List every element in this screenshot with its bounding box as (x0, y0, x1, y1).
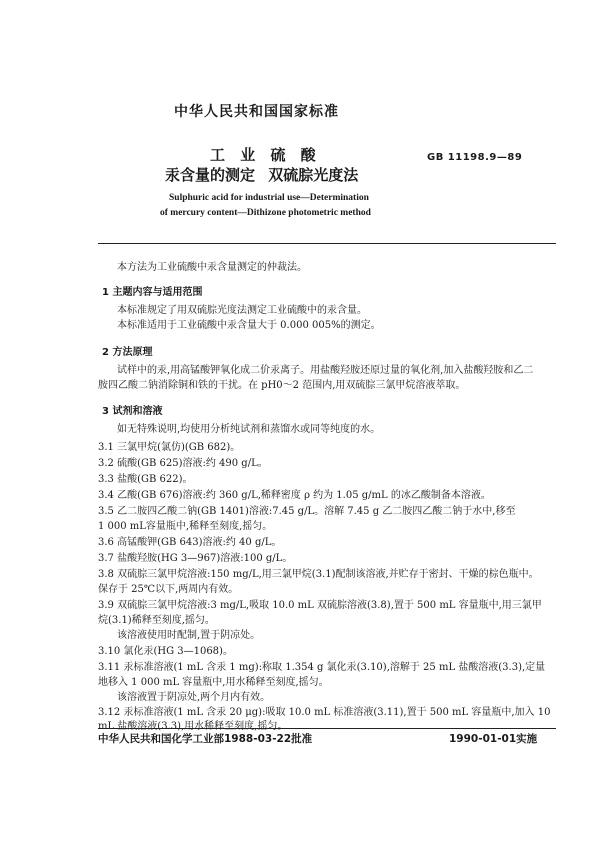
clause-3-5-line1: 3.5 乙二胺四乙酸二钠(GB 1401)溶液:7.45 g/L。溶解 7.45 g 乙二胺四乙酸二钠于水中,移至 (98, 506, 516, 517)
clause-3-9-line1: 3.9 双硫腙三氯甲烷溶液:3 mg/L,吸取 10.0 mL 双硫腙溶液(3.8),置于 500 mL 容量瓶中,用三氯甲 (98, 600, 542, 611)
section-1-paragraph-1: 本标准规定了用双硫腙光度法测定工业硫酸中的汞含量。 (117, 305, 367, 316)
clause-3-8-line1: 3.8 双硫腙三氯甲烷溶液:150 mg/L,用三氯甲烷(3.1)配制该溶液,并贮存于密封、干燥的棕色瓶中。 (98, 569, 539, 580)
section-3-intro: 如无特殊说明,均使用分析纯试剂和蒸馏水或同等纯度的水。 (117, 424, 381, 435)
clause-3-7: 3.7 盐酸羟胺(HG 3—967)溶液:100 g/L。 (98, 553, 293, 564)
standard-title-en-line2: of mercury content—Dithizone photometric method (160, 208, 371, 218)
clause-3-12-line1: 3.12 汞标准溶液(1 mL 含汞 20 μg):吸取 10.0 mL 标准溶液(3.11),置于 500 mL 容量瓶中,加入 10 (98, 707, 551, 718)
approval-statement: 中华人民共和国化学工业部1988-03-22批准 (98, 733, 313, 745)
section-2-paragraph-line1: 试样中的汞,用高锰酸钾氧化成二价汞离子。用盐酸羟胺还原过量的氧化剂,加入盐酸羟胺和乙二 (117, 365, 534, 376)
clause-3-1: 3.1 三氯甲烷(氯仿)(GB 682)。 (98, 442, 241, 453)
clause-3-6: 3.6 高锰酸钾(GB 643)溶液:约 40 g/L。 (98, 537, 282, 548)
standard-number: GB 11198.9—89 (427, 152, 523, 163)
clause-3-10: 3.10 氯化汞(HG 3—1068)。 (98, 646, 233, 657)
standard-title-cn-line1: 工 业 硫 酸 (210, 146, 317, 164)
clause-3-3: 3.3 盐酸(GB 622)。 (98, 474, 193, 485)
clause-3-8-line2: 保存于 25℃以下,两周内有效。 (98, 584, 239, 595)
section-2-paragraph-line2: 胺四乙酸二钠消除铜和铁的干扰。在 pH0～2 范围内,用双硫腙三氯甲烷溶液萃取。 (98, 380, 466, 391)
clause-3-11-note: 该溶液置于阴凉处,两个月内有效。 (117, 692, 271, 703)
implementation-date: 1990-01-01实施 (449, 733, 538, 745)
national-standard-title: 中华人民共和国国家标准 (174, 104, 339, 120)
clause-3-11-line1: 3.11 汞标准溶液(1 mL 含汞 1 mg):称取 1.354 g 氯化汞(3.10),溶解于 25 mL 盐酸溶液(3.3),定量 (98, 662, 546, 673)
header-divider (98, 243, 556, 244)
intro-paragraph: 本方法为工业硫酸中汞含量测定的仲裁法。 (117, 262, 307, 273)
standard-title-cn-line2: 汞含量的测定 双硫腙光度法 (165, 166, 359, 184)
clause-3-11-line2: 地移入 1 000 mL 容量瓶中,用水稀释至刻度,摇匀。 (98, 677, 329, 688)
standard-title-en-line1: Sulphuric acid for industrial use—Determination (169, 193, 369, 203)
section-2-heading: 2 方法原理 (102, 347, 153, 358)
clause-3-2: 3.2 硫酸(GB 625)溶液:约 490 g/L。 (98, 458, 268, 469)
section-1-heading: 1 主题内容与适用范围 (102, 287, 203, 298)
clause-3-9-line2: 烷(3.1)稀释至刻度,摇匀。 (98, 615, 215, 626)
section-1-paragraph-2: 本标准适用于工业硫酸中汞含量大于 0.000 005%的测定。 (117, 320, 381, 331)
clause-3-9-note: 该溶液使用时配制,置于阴凉处。 (117, 630, 261, 641)
clause-3-5-line2: 1 000 mL容量瓶中,稀释至刻度,摇匀。 (98, 521, 273, 532)
clause-3-4: 3.4 乙酸(GB 676)溶液:约 360 g/L,稀释密度 ρ 约为 1.05 g/mL 的冰乙酸制备本溶液。 (98, 490, 491, 501)
section-3-heading: 3 试剂和溶液 (102, 406, 163, 417)
clause-3-12-line2: mL 盐酸溶液(3.3),用水稀释至刻度,摇匀。 (98, 721, 288, 732)
footer-divider (98, 728, 556, 729)
